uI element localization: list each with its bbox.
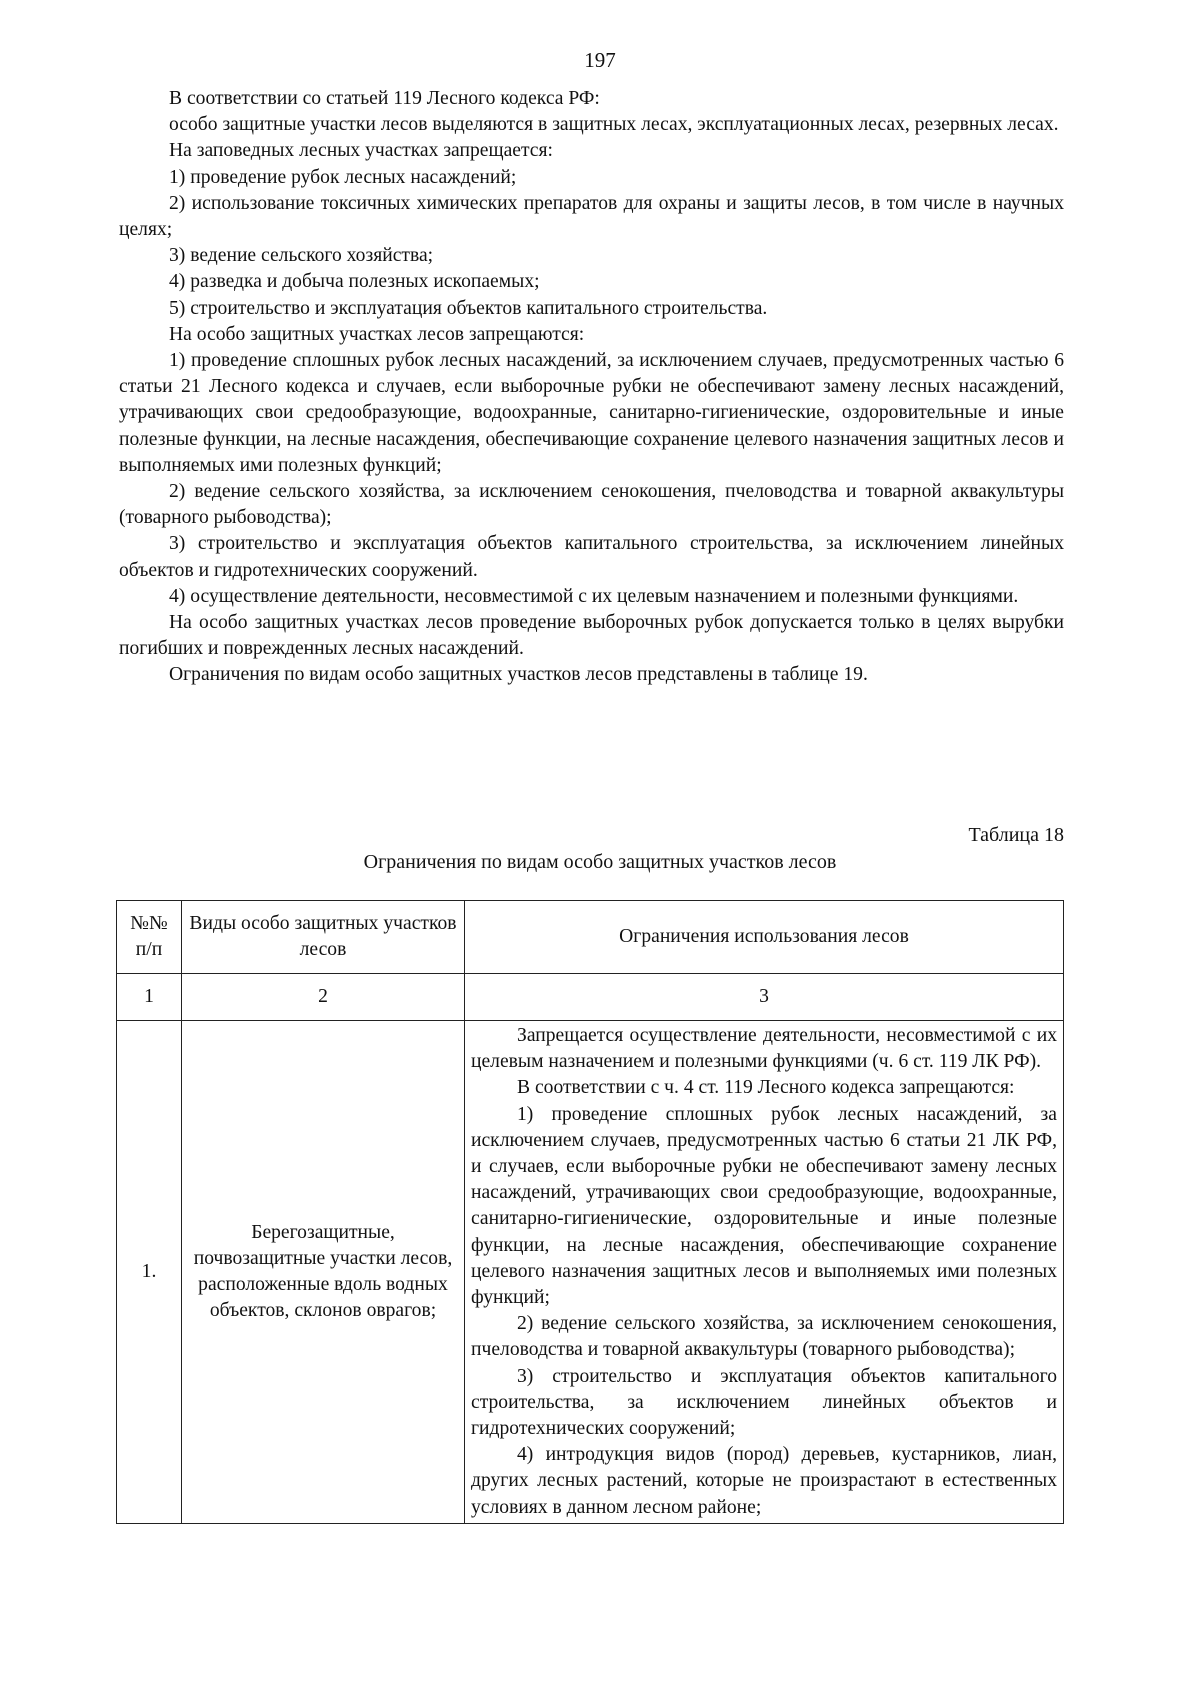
paragraph: 1) проведение сплошных рубок лесных насаждений, за исключением случаев, предусмотренных частью 6 статьи 21 Лесного кодекса и случаев, если выборочные рубки не обеспечивают замену лесных насаждений, утрачивающих свои средообразующие, водоохранные, санитарно-гигиенические, оздоровительные и иные полезные функции, на лесные насаждения, обеспечивающие сохранение целевого назначения защитных лесов и выполняемых ими полезных функций; [119,350,1064,476]
paragraph: 3) строительство и эксплуатация объектов капитального строительства, за исключением линейных объектов и гидротехнических сооружений. [119,533,1064,581]
paragraph: 2) использование токсичных химических препаратов для охраны и защиты лесов, в том числе в научных целях; [119,192,1064,241]
restrictions-table [116,900,1064,1524]
column-number: 1 [117,974,182,1021]
paragraph: 1) проведение рубок лесных насаждений; [169,166,517,188]
paragraph: 3) ведение сельского хозяйства; [169,245,434,267]
header-number: №№ п/п [117,901,182,974]
page-number: 197 [584,48,616,72]
paragraph: На заповедных лесных участках запрещается: [169,140,553,162]
paragraph: На особо защитных участках лесов проведение выборочных рубок допускается только в целях вырубки погибших и поврежденных лесных насаждений. [119,612,1064,660]
restriction-item: Запрещается осуществление деятельности, несовместимой с их целевым назначением и полезными функциями (ч. 6 ст. 119 ЛК РФ). [471,1025,1057,1073]
row-number: 1. [117,1021,182,1524]
restriction-item: 2) ведение сельского хозяйства, за исключением сенокошения, пчеловодства и товарной аквакультуры (товарного рыбоводства); [471,1313,1057,1361]
paragraph: 4) осуществление деятельности, несовместимой с их целевым назначением и полезными функциями. [169,585,1019,607]
column-number-row [117,974,1064,1021]
paragraph: 5) строительство и эксплуатация объектов капитального строительства. [169,297,768,319]
paragraph: 2) ведение сельского хозяйства, за исключением сенокошения, пчеловодства и товарной аквакультуры (товарного рыбоводства); [119,481,1064,529]
header-restrictions: Ограничения использования лесов [465,901,1064,974]
column-number: 2 [182,974,465,1021]
row-forest-type: Берегозащитные, почвозащитные участки лесов, расположенные вдоль водных объектов, склонов оврагов; [182,1021,465,1524]
table-label: Таблица 18 [968,824,1064,846]
restriction-item: В соответствии с ч. 4 ст. 119 Лесного кодекса запрещаются: [517,1077,1015,1099]
paragraph: 4) разведка и добыча полезных ископаемых; [169,271,540,293]
table-header-row [117,901,1064,974]
column-number: 3 [465,974,1064,1021]
header-type: Виды особо защитных участков лесов [182,901,465,974]
restriction-item: 1) проведение сплошных рубок лесных насаждений, за исключением случаев, предусмотренных частью 6 статьи 21 ЛК РФ, и случаев, если выборочные рубки не обеспечивают замену лесных насаждений, утрачивающих свои средообразующие, водоохранные, санитарно-гигиенические, оздоровительные и иные полезные функции, на лесные насаждения, обеспечивающие сохранение целевого назначения защитных лесов и выполняемых ими полезных функций; [471,1103,1057,1309]
restriction-item: 4) интродукция видов (пород) деревьев, кустарников, лиан, других лесных растений, которые не произрастают в естественных условиях в данном лесном районе; [471,1444,1057,1518]
paragraph: особо защитные участки лесов выделяются в защитных лесах, эксплуатационных лесах, резервных лесах. [169,114,1059,136]
paragraph: На особо защитных участках лесов запрещаются: [169,323,585,345]
restriction-item: 3) строительство и эксплуатация объектов капитального строительства, за исключением линейных объектов и гидротехнических сооружений; [471,1365,1057,1440]
body-text [119,86,1064,689]
paragraph: В соответствии со статьей 119 Лесного кодекса РФ: [169,88,600,109]
paragraph: Ограничения по видам особо защитных участков лесов представлены в таблице 19. [169,664,868,686]
row-restrictions [465,1021,1064,1524]
table-row [117,1021,1064,1524]
table-title: Ограничения по видам особо защитных участков лесов [363,851,837,873]
